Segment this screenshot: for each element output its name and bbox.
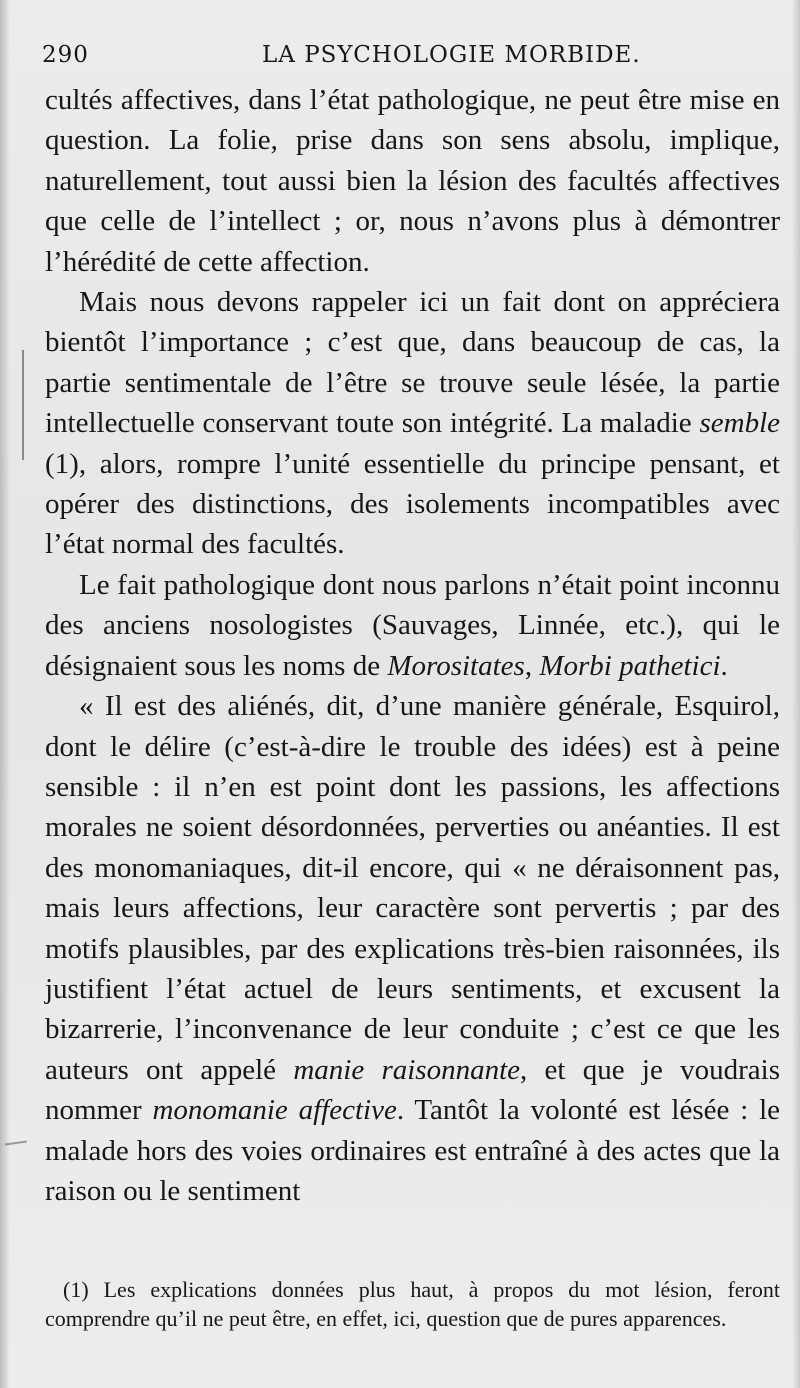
paragraph-2-end: , alors, rompre l’unité essentielle du principe pensant, et opérer des distinctions, des isolements incompatibles avec l’état normal des facultés. <box>45 447 780 561</box>
italic-morositates: Morositates <box>387 649 525 682</box>
italic-monomanie-affective: monomanie affective <box>152 1094 397 1127</box>
page-number: 290 <box>42 42 89 68</box>
term-separator: , <box>524 649 533 682</box>
italic-semble: semble <box>699 407 780 440</box>
margin-pencil-mark <box>22 350 24 460</box>
left-scan-shadow <box>0 0 10 1388</box>
paragraph-3 <box>45 565 780 686</box>
paragraph-2-start: Mais nous devons rappeler ici un fait dont on appréciera bientôt l’importance ; c’est que, dans beaucoup de cas, la partie sentimentale de l’être se trouve seule lésée, la partie intellectuelle conservant toute son intégrité. La maladie <box>45 286 780 440</box>
main-text <box>45 80 780 1211</box>
running-title: LA PSYCHOLOGIE MORBIDE. <box>262 42 641 68</box>
footnote: (1) Les explications données plus haut, à propos du mot lésion, feront comprendre qu’il ne peut être, en effet, ici, question que de pures apparences. <box>45 1277 780 1331</box>
paragraph-2 <box>45 282 780 565</box>
italic-morbi-pathetici: Morbi pathetici <box>539 649 721 682</box>
right-scan-shadow <box>792 0 800 1388</box>
paragraph-4-middle: , et que je voudrais nommer <box>45 1053 780 1127</box>
paragraph-3-end: . <box>720 649 728 682</box>
paragraph-1: cultés affectives, dans l’état pathologique, ne peut être mise en question. La folie, prise dans son sens absolu, implique, naturellement, tout aussi bien la lésion des facultés affectives que celle de l’intellect ; or, nous n’avons plus à démontrer l’hérédité de cette affection. <box>45 84 780 278</box>
page-header <box>42 42 784 74</box>
footnote-reference: (1) <box>45 447 79 480</box>
italic-manie-raisonnante: manie raisonnante <box>293 1053 521 1086</box>
paragraph-3-start: Le fait pathologique dont nous parlons n’était point inconnu des anciens nosologistes (Sauvages, Linnée, etc.), qui le désignaient sous les noms de <box>45 568 780 682</box>
paragraph-4-start: « Il est des aliénés, dit, d’une manière générale, Esquirol, dont le délire (c’est-à-dire le trouble des idées) est à peine sensible : il n’en est point dont les passions, les affections morales ne soient désordonnées, perverties ou anéanties. Il est des monomaniaques, dit-il encore, qui « ne déraisonnent pas, mais leurs affections, leur caractère sont pervertis ; par des motifs plausibles, par des explications très-bien raisonnées, ils justifient l’état actuel de leurs sentiments, et excusent la bizarrerie, l’inconvenance de leur conduite ; c’est ce que les auteurs ont appelé <box>45 690 780 1086</box>
paragraph-4-end: . Tantôt la volonté est lésée : le malade hors des voies ordinaires est entraîné à des actes que la raison ou le sentiment <box>45 1094 781 1207</box>
paragraph-4 <box>45 686 780 1211</box>
